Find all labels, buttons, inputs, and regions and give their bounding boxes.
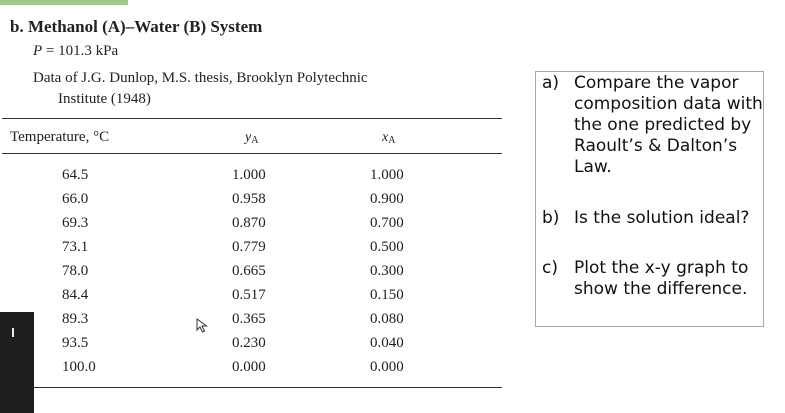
table-body — [0, 165, 500, 381]
source-line-2: Institute (1948) — [58, 91, 151, 107]
table-row — [0, 309, 500, 333]
temperature-cell: 66.0 — [62, 191, 89, 207]
xa-cell: 0.900 — [370, 191, 404, 207]
temperature-cell: 69.3 — [62, 215, 89, 231]
temperature-cell: 93.5 — [62, 335, 89, 351]
xa-cell: 0.000 — [370, 359, 404, 375]
ya-cell: 0.779 — [232, 239, 266, 255]
table-header-rule — [2, 153, 502, 154]
temperature-cell: 64.5 — [62, 167, 89, 183]
mouse-pointer-icon — [196, 318, 210, 334]
question-text: Plot the x-y graph to show the difference. — [574, 258, 749, 299]
table-row — [0, 189, 500, 213]
taskbar-edge — [0, 312, 34, 413]
question-text: Is the solution ideal? — [574, 208, 750, 228]
question-marker: a) — [542, 73, 560, 93]
ya-cell: 0.958 — [232, 191, 266, 207]
table-row — [0, 213, 500, 237]
question-marker: b) — [542, 208, 560, 228]
pressure-symbol: P — [33, 43, 43, 59]
ya-subscript: A — [251, 135, 259, 146]
table-bottom-rule — [2, 387, 502, 388]
pressure-line — [33, 43, 118, 60]
table-row — [0, 357, 500, 381]
table-row — [0, 237, 500, 261]
question-text: Compare the vapor composition data with the one predicted by Raoult’s & Dalton’s Law. — [574, 73, 763, 177]
xa-cell: 0.080 — [370, 311, 404, 327]
ya-cell: 0.230 — [232, 335, 266, 351]
xa-cell: 0.500 — [370, 239, 404, 255]
ya-cell: 1.000 — [232, 167, 266, 183]
xa-cell: 0.700 — [370, 215, 404, 231]
xa-subscript: A — [388, 135, 396, 146]
temperature-cell: 84.4 — [62, 287, 89, 303]
column-header-temperature: Temperature, °C — [10, 129, 110, 145]
xa-cell: 1.000 — [370, 167, 404, 183]
ya-cell: 0.517 — [232, 287, 266, 303]
xa-cell: 0.150 — [370, 287, 404, 303]
section-heading: b. Methanol (A)–Water (B) System — [10, 17, 263, 36]
ya-cell: 0.000 — [232, 359, 266, 375]
data-source — [33, 68, 368, 110]
slide-accent-strip — [0, 0, 128, 5]
ya-cell: 0.365 — [232, 311, 266, 327]
ya-symbol: y — [245, 130, 252, 145]
table-row — [0, 261, 500, 285]
source-line-1: Data of J.G. Dunlop, M.S. thesis, Brooklyn Polytechnic — [33, 70, 368, 86]
column-header-xa — [382, 129, 395, 146]
questions-box — [535, 71, 764, 327]
table-row — [0, 333, 500, 357]
taskbar-tick — [12, 328, 14, 337]
table-top-rule — [2, 118, 502, 119]
xa-cell: 0.300 — [370, 263, 404, 279]
temperature-cell: 89.3 — [62, 311, 89, 327]
column-header-ya — [245, 129, 258, 146]
ya-cell: 0.665 — [232, 263, 266, 279]
question-marker: c) — [542, 258, 558, 278]
xa-symbol: x — [382, 130, 389, 145]
table-row — [0, 165, 500, 189]
xa-cell: 0.040 — [370, 335, 404, 351]
pressure-value: = 101.3 kPa — [42, 43, 119, 59]
temperature-cell: 78.0 — [62, 263, 89, 279]
ya-cell: 0.870 — [232, 215, 266, 231]
temperature-cell: 100.0 — [62, 359, 96, 375]
table-row — [0, 285, 500, 309]
temperature-cell: 73.1 — [62, 239, 89, 255]
